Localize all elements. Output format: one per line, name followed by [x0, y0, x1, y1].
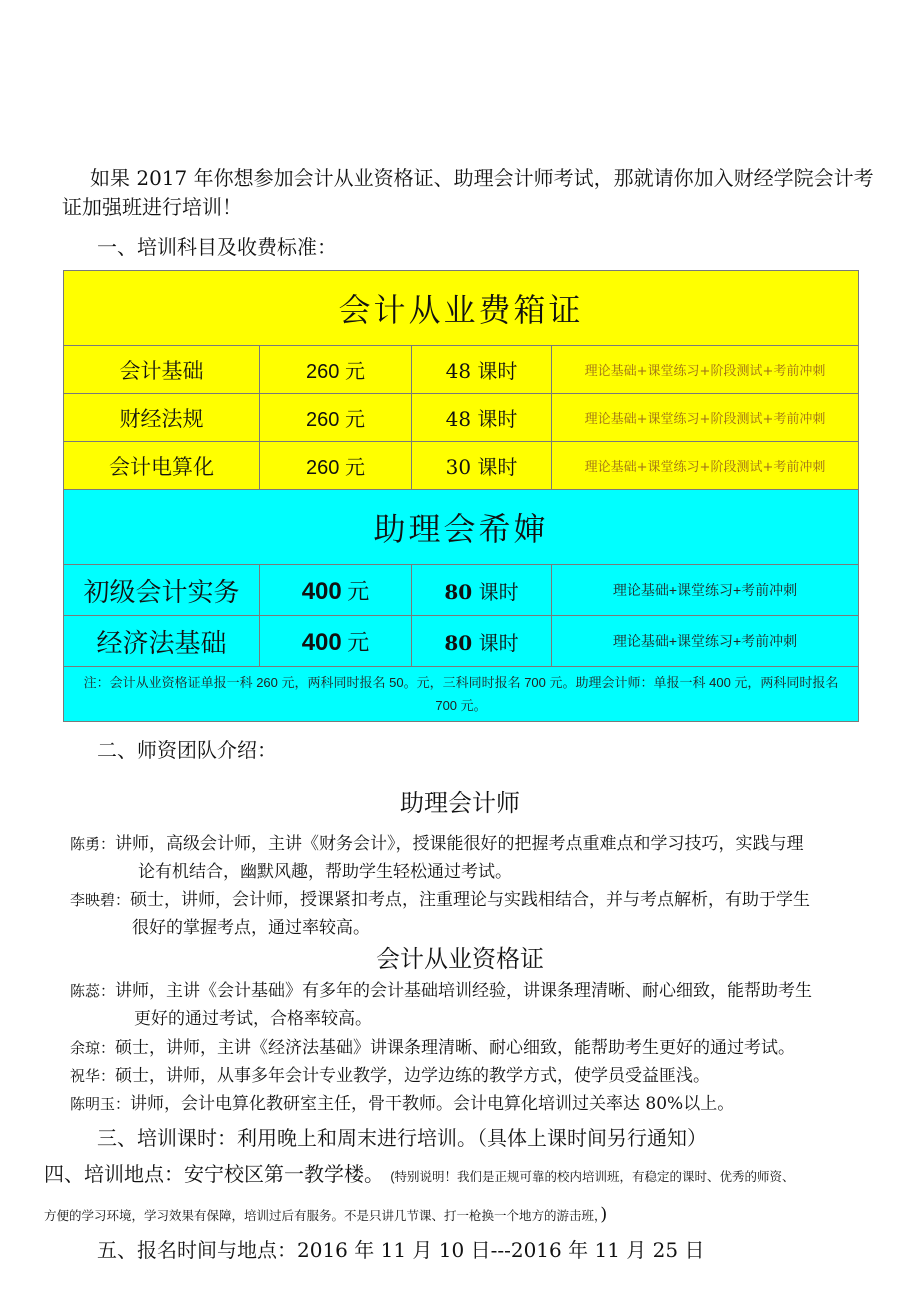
course-hours: 80 课时 [412, 565, 552, 616]
course-name: 会计基础 [64, 346, 260, 394]
course-hours: 48 课时 [412, 394, 552, 442]
course-name: 初级会计实务 [64, 565, 260, 616]
table-row [64, 616, 859, 667]
table-row [64, 346, 859, 394]
section3-text: 三、培训课时：利用晚上和周末进行培训。（具体上课时间另行通知） [97, 1126, 707, 1150]
course-name: 财经法规 [64, 394, 260, 442]
course-price: 260 元 [260, 394, 412, 442]
group1-title: 会计从业费箱证 [64, 271, 859, 346]
fee-table [63, 270, 859, 722]
group2-title: 助理会希婶 [64, 490, 859, 565]
section4-main: 四、培训地点：安宁校区第一教学楼。 [44, 1162, 384, 1186]
section4-note-start: (特别说明！我们是正规可靠的校内培训班，有稳定的课时、优秀的师资、 [390, 1170, 795, 1184]
section1-heading: 一、培训科目及收费标准： [97, 235, 337, 259]
teacher-entry [70, 830, 804, 859]
course-price: 400 元 [260, 616, 412, 667]
teacher-name: 余琼： [70, 1040, 116, 1057]
teacher-name: 陈勇： [70, 836, 116, 853]
course-hours: 48 课时 [412, 346, 552, 394]
teacher-desc: 讲师，主讲《会计基础》有多年的会计基础培训经验，讲课条理清晰、耐心细致，能帮助考生 [115, 981, 813, 1001]
teacher-group1-title: 助理会计师 [400, 789, 520, 817]
course-name: 经济法基础 [64, 616, 260, 667]
section5-text: 五、报名时间与地点：2016 年 11 月 10 日---2016 年 11 月 25 日 [97, 1238, 705, 1262]
table-row [64, 565, 859, 616]
course-desc: 理论基础+课堂练习+阶段测试+考前冲刺 [552, 346, 859, 394]
section4-note-cont: 方便的学习环境，学习效果有保障，培训过后有服务。不是只讲几节课、打一枪换一个地方的游击班， [44, 1209, 601, 1223]
teacher-name: 李映碧： [70, 892, 131, 909]
teacher-desc: 讲师，高级会计师，主讲《财务会计》，授课能很好的把握考点重难点和学习技巧，实践与理 [115, 834, 804, 854]
teacher-name: 祝华： [70, 1068, 116, 1085]
teacher-desc-cont: 很好的掌握考点，通过率较高。 [132, 918, 370, 938]
teacher-group2-title: 会计从业资格证 [376, 945, 544, 973]
course-price: 400 元 [260, 565, 412, 616]
course-desc: 理论基础+课堂练习+考前冲刺 [552, 565, 859, 616]
teacher-entry [70, 886, 810, 915]
course-hours: 80 课时 [412, 616, 552, 667]
course-name: 会计电算化 [64, 442, 260, 490]
course-hours: 30 课时 [412, 442, 552, 490]
course-desc: 理论基础+课堂练习+阶段测试+考前冲刺 [552, 442, 859, 490]
course-desc: 理论基础+课堂练习+考前冲刺 [552, 616, 859, 667]
teacher-name: 陈明玉： [70, 1096, 131, 1113]
teacher-entry [70, 1062, 710, 1091]
teacher-name: 陈蕊： [70, 983, 116, 1000]
teacher-desc: 硕士，讲师，主讲《经济法基础》讲课条理清晰、耐心细致，能帮助考生更好的通过考试。 [115, 1038, 796, 1058]
course-price: 260 元 [260, 346, 412, 394]
teacher-desc-cont: 论有机结合，幽默风趣，帮助学生轻松通过考试。 [138, 862, 512, 882]
section4-note-line [44, 1204, 607, 1225]
teacher-entry [70, 1034, 795, 1063]
group2-title-row [64, 490, 859, 565]
group1-title-row [64, 271, 859, 346]
course-desc: 理论基础+课堂练习+阶段测试+考前冲刺 [552, 394, 859, 442]
teacher-entry [70, 977, 812, 1006]
section4-line [44, 1160, 795, 1191]
table-row [64, 442, 859, 490]
teacher-desc: 讲师，会计电算化教研室主任，骨干教师。会计电算化培训过关率达 80%以上。 [130, 1094, 735, 1114]
table-row [64, 394, 859, 442]
intro-paragraph: 如果 2017 年你想参加会计从业资格证、助理会计师考试，那就请你加入财经学院会计考证加强班进行培训！ [62, 166, 874, 219]
course-price: 260 元 [260, 442, 412, 490]
teacher-desc: 硕士，讲师，从事多年会计专业教学，边学边练的教学方式，使学员受益匪浅。 [115, 1066, 711, 1086]
teacher-desc-cont: 更好的通过考试，合格率较高。 [134, 1009, 372, 1029]
section2-heading: 二、师资团队介绍： [97, 738, 277, 762]
fee-note: 注：会计从业资格证单报一科 260 元，两科同时报名 50。元，三科同时报名 700 元。助理会计师：单报一科 400 元，两科同时报名 700 元。 [64, 667, 859, 722]
section4-note-end: ) [600, 1204, 608, 1225]
teacher-entry [70, 1090, 734, 1119]
teacher-desc: 硕士，讲师，会计师，授课紧扣考点，注重理论与实践相结合，并与考点解析，有助于学生 [130, 890, 811, 910]
note-row [64, 667, 859, 722]
